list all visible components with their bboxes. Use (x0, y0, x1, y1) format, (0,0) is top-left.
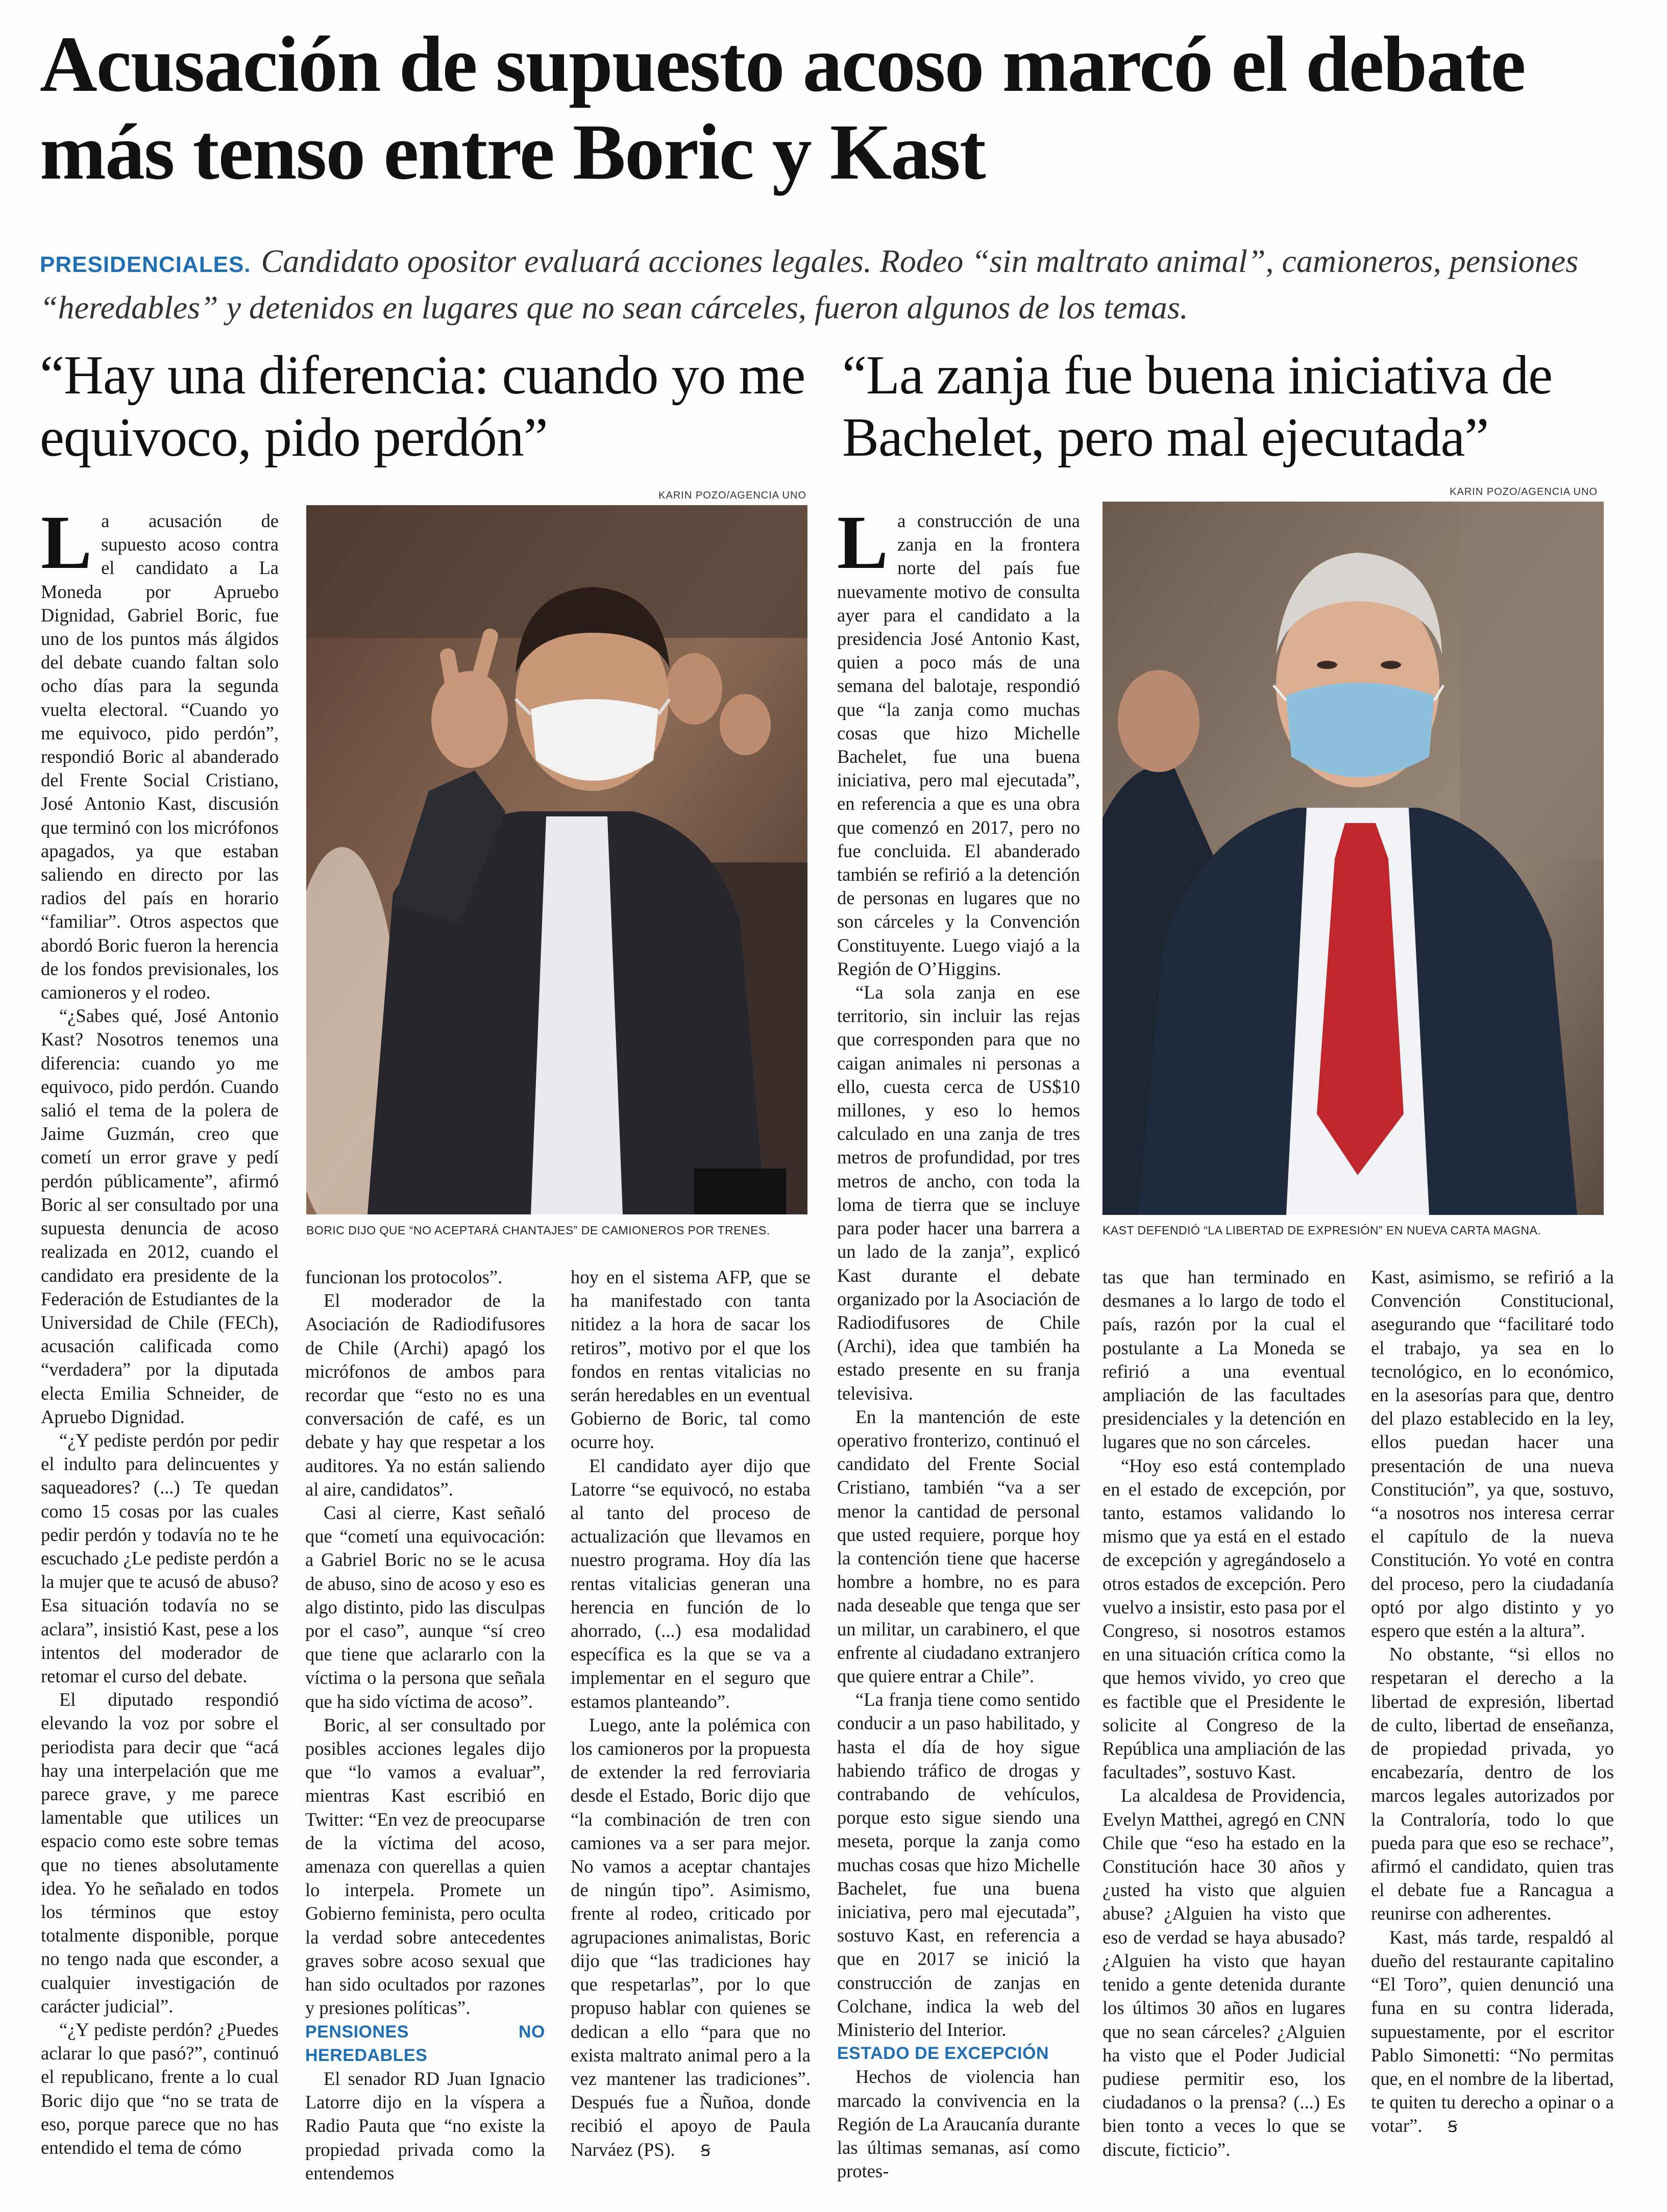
kast-photo-illustration (1102, 502, 1604, 1215)
right-photo-caption: KAST DEFENDIÓ “LA LIBERTAD DE EXPRESIÓN” EN NUEVA CARTA MAGNA. (1102, 1224, 1541, 1237)
paragraph: Luego, ante la polémica con los camioneros por la propuesta de extender la red ferroviaria desde el Estado, Boric dijo que “la combinación de tren con camiones va a ser para mejor. No vamos a aceptar chantajes de ningún tipo”. Asimismo, frente al rodeo, criticado por agrupaciones animalistas, Boric dijo que “las tradiciones hay que respetarlas”, por lo que propuso hablar con quienes se dedican a ello “para que no exista maltrato animal pero a la vez mantener las tradiciones”. Después fue a Ñuñoa, donde recibió el apoyo de Paula Narváez (PS). Ꞩ (571, 1713, 811, 2163)
kast-photo (1102, 502, 1604, 1215)
left-story-column-1 (41, 500, 279, 2159)
paragraph: “La sola zanja en ese territorio, sin incluir las rejas que corresponden para que no caigan animales ni personas a ello, cuesta cerca de US$10 millones, y eso lo hemos calculado en una zanja de tres metros de profundidad, por tres metros de ancho, con toda la loma de tierra que se incluye para poder hacer una barrera a un lado de la zanja”, explicó Kast durante el debate organizado por la Asociación de Radiodifusores de Chile (Archi), idea que también ha estado presente en su franja televisiva. (837, 982, 1080, 1404)
left-dropcap: L (41, 500, 92, 585)
deck-text: Candidato opositor evaluará acciones legales. Rodeo “sin maltrato animal”, camioneros, pensiones “heredables” y detenidos en lugares que no sean cárceles, fueron algunos de los temas. (40, 243, 1579, 326)
paragraph: Casi al cierre, Kast señaló que “cometí una equivocación: a Gabriel Boric no se le acusa de abuso, sino de acoso y eso es algo distinto, pido las disculpas por el caso”, aunque “sí creo que tiene que aclararlo con la víctima o la persona que señala que ha sido víctima de acoso”. (305, 1502, 545, 1712)
right-subhead: ESTADO DE EXCEPCIÓN (837, 2044, 1049, 2064)
paragraph: La alcaldesa de Providencia, Evelyn Matthei, agregó en CNN Chile que “eso ha estado en la Constitución hace 30 años y ¿usted ha visto que alguien abuse? ¿Alguien ha visto que eso de verdad se haya abusado? ¿Alguien ha visto que hayan tenido a gente detenida durante los últimos 30 años en lugares que no sean cárceles? ¿Alguien ha visto que el Poder Judicial pudiese permitir eso, los ciudadanos o la prensa? (...) Es bien tonto a veces lo que se discute, ficticio”. (1102, 1785, 1345, 2160)
paragraph: Kast, más tarde, respaldó al dueño del restaurante capitalino “El Toro”, quien denunció una funa en su contra liderada, supuestamente, por el escritor Pablo Simonetti: “No permitas que, en el nombre de la libertad, te quiten tu derecho a opinar o a votar”. Ꞩ (1371, 1926, 1614, 2140)
left-story-column-2 (305, 1265, 545, 2185)
paragraph: “La franja tiene como sentido conducir a un paso habilitado, y hasta el día de hoy sigue habiendo tráfico de drogas y contrabando de vehículos, porque esto sigue siendo una meseta, porque la zanja como muchas cosas que hizo Michelle Bachelet, fue una buena iniciativa, pero mal ejecutada”, sostuvo Kast, en referencia a que en 2017 se inició la construcción de zanjas en Colchane, indica la web del Ministerio del Interior. (837, 1689, 1080, 2040)
paragraph: Hechos de violencia han marcado la convivencia en la Región de La Araucanía durante las últimas semanas, así como protes- (837, 2066, 1080, 2182)
paragraph: Kast, asimismo, se refirió a la Convención Constitucional, asegurando que “facilitaré todo el trabajo, ya sea en lo tecnológico, en lo económico, en la asesorías para que, dentro del plazo establecido en la ley, ellos puedan hacer una presentación de una nueva Constitución”, ya que, sostuvo, “a nosotros nos interesa cerrar el capítulo de la nueva Constitución. Yo voté en contra del proceso, pero la ciudadanía optó por algo distinto y yo espero que estén a la altura”. (1371, 1266, 1614, 1642)
left-photo-caption: BORIC DIJO QUE “NO ACEPTARÁ CHANTAJES” DE CAMIONEROS POR TRENES. (306, 1224, 770, 1237)
paragraph: El senador RD Juan Ignacio Latorre dijo en la víspera a Radio Pauta que “no existe la propiedad privada como la entendemos (305, 2068, 545, 2183)
paragraph: El moderador de la Asociación de Radiodifusores de Chile (Archi) apagó los micrófonos de ambos para recordar que “esto no es una conversación de café, es un debate y hay que respetar a los auditores. Ya no están saliendo al aire, candidatos”. (305, 1290, 545, 1500)
paragraph: El candidato ayer dijo que Latorre “se equivocó, no estaba al tanto del proceso de actualización que llevamos en nuestro programa. Hoy día las rentas vitalicias generan una herencia en función de lo ahorrado, (...) esa modalidad específica es la que se va a implementar en el seguro que estamos planteando”. (571, 1455, 811, 1712)
left-subhead: PENSIONES NO HEREDABLES (305, 2022, 545, 2065)
right-pull-quote: “La zanja fue buena iniciativa de Bachelet, pero mal ejecutada” (842, 345, 1553, 468)
right-story-column-2 (1102, 1265, 1345, 2161)
right-story-column-3 (1371, 1265, 1614, 2140)
paragraph: No obstante, “si ellos no respetaran el derecho a la libertad de expresión, libertad de culto, libertad de enseñanza, de propiedad privada, yo encabezaría, dentro de los marcos legales autorizados por la Contraloría, todo lo que pueda para que eso se rechace”, afirmó el candidato, quien tras el debate fue a Rancagua a reunirse con adherentes. (1371, 1644, 1614, 1924)
paragraph: tas que han terminado en desmanes a lo largo de todo el país, razón por la cual el postulante a La Moneda se refirió a una eventual ampliación de las facultades presidenciales y la detención en lugares que no son cárceles. (1102, 1266, 1345, 1453)
paragraph: El diputado respondió elevando la voz por sobre el periodista para decir que “acá hay una interpelación que me parece grave, y me parece lamentable que utilices un espacio como este sobre temas que no tienes absolutamente idea. Yo he señalado en todos los términos que estoy totalmente disponible, porque no tengo nada que esconder, a cualquier investigación de carácter judicial”. (41, 1689, 279, 2017)
left-story-column-3 (571, 1265, 811, 2163)
right-story-column-1 (837, 500, 1080, 2183)
paragraph: “¿Sabes qué, José Antonio Kast? Nosotros tenemos una diferencia: cuando yo me equivoco, pido perdón. Cuando salió el tema de la polera de Jaime Guzmán, creo que cometí un error grave y pedí perdón públicamente”, afirmó Boric al ser consultado por una supuesta denuncia de acoso realizada en 2012, cuando el candidato era presidente de la Federación de Estudiantes de la Universidad de Chile (FECh), acusación calificada como “verdadera” por la diputada electa Emilia Schneider, de Apruebo Dignidad. (41, 1005, 279, 1427)
paragraph: En la mantención de este operativo fronterizo, continuó el candidato del Frente Social Cristiano, también “va a ser menor la cantidad de personal que usted requiere, porque hoy la contención tiene que hacerse hombre a hombre, no es para nada deseable que tenga que ser un militar, un carabinero, el que enfrente al ciudadano extranjero que quiere entrar a Chile”. (837, 1406, 1080, 1686)
paragraph: Boric, al ser consultado por posibles acciones legales dijo que “lo vamos a evaluar”, mientras Kast escribió en Twitter: “En vez de preocuparse de la víctima del acoso, amenaza con querellas a quien lo interpela. Promete un Gobierno feminista, pero oculta la verdad sobre antecedentes graves sobre acoso sexual que han sido ocultados por razones y presiones políticas”. (305, 1714, 545, 2019)
paragraph: “Hoy eso está contemplado en el estado de excepción, por tanto, estamos validando lo mismo que ya está en el estado de excepción y agregándoselo a otros estados de excepción. Pero vuelvo a insistir, esto pasa por el Congreso, si nosotros estamos en una situación crítica como la que hemos vivido, yo creo que es factible que el Presidente le solicite al Congreso de la República una ampliación de las facultades”, sostuvo Kast. (1102, 1455, 1345, 1783)
section-kicker: PRESIDENCIALES. (40, 252, 251, 277)
boric-photo (306, 505, 807, 1214)
paragraph: “¿Y pediste perdón por pedir el indulto para delincuentes y saqueadores? (...) Te quedan como 15 cosas por las cuales pedir perdón y todavía no te he escuchado ¿Le pediste perdón a la mujer que te acusó de abuso? Esa situación todavía no se aclara”, insistió Kast, pese a los intentos del moderador de retomar el curso del debate. (41, 1429, 279, 1686)
end-mark-icon: Ꞩ (1448, 2118, 1458, 2136)
paragraph: “¿Y pediste perdón? ¿Puedes aclarar lo que pasó?”, continuó el republicano, frente a lo cual Boric dijo que “no se trata de eso, porque parece que no has entendido el tema de cómo (41, 2019, 279, 2158)
left-pull-quote: “Hay una diferencia: cuando yo me equivoco, pido perdón” (40, 345, 805, 468)
boric-photo-illustration (306, 505, 807, 1214)
paragraph: hoy en el sistema AFP, que se ha manifestado con tanta nitidez a la hora de sacar los retiros”, motivo por el que los fondos en rentas vitalicias no serán heredables en un eventual Gobierno de Boric, tal como ocurre hoy. (571, 1266, 811, 1453)
end-mark-icon: Ꞩ (700, 2142, 710, 2160)
left-story-lead: La acusación de supuesto acoso contra el candidato a La Moneda por Apruebo Dignidad, Gabriel Boric, fue uno de los puntos más álgidos del debate cuando faltan solo ocho días para la segunda vuelta electoral. “Cuando yo me equivoco, pido perdón”, respondió Boric al abanderado del Frente Social Cristiano, José Antonio Kast, discusión que terminó con los micrófonos apagados, ya que estaban saliendo en directo por las radios del país en horario “familiar”. Otros aspectos que abordó Boric fueron la herencia de los fondos previsionales, los camioneros y el rodeo. (41, 500, 279, 1003)
left-photo-credit: KARIN POZO/AGENCIA UNO (658, 490, 806, 501)
headline: Acusación de supuesto acoso marcó el debate más tenso entre Boric y Kast (40, 20, 1525, 196)
paragraph: funcionan los protocolos”. (305, 1266, 503, 1287)
right-photo-credit: KARIN POZO/AGENCIA UNO (1450, 486, 1598, 498)
deck (40, 240, 1627, 329)
right-dropcap: L (837, 500, 889, 585)
right-story-lead: La construcción de una zanja en la frontera norte del país fue nuevamente motivo de consulta ayer para el candidato a la presidencia José Antonio Kast, quien a poco más de una semana del balotaje, respondió que “la zanja como muchas cosas que hizo Michelle Bachelet, fue una buena iniciativa, pero mal ejecutada”, en referencia a que es una obra que comenzó en 2017, pero no fue concluida. El abanderado también se refirió a la detención de personas en lugares que no son cárceles y la Convención Constituyente. Luego viajó a la Región de O’Higgins. (837, 500, 1080, 979)
